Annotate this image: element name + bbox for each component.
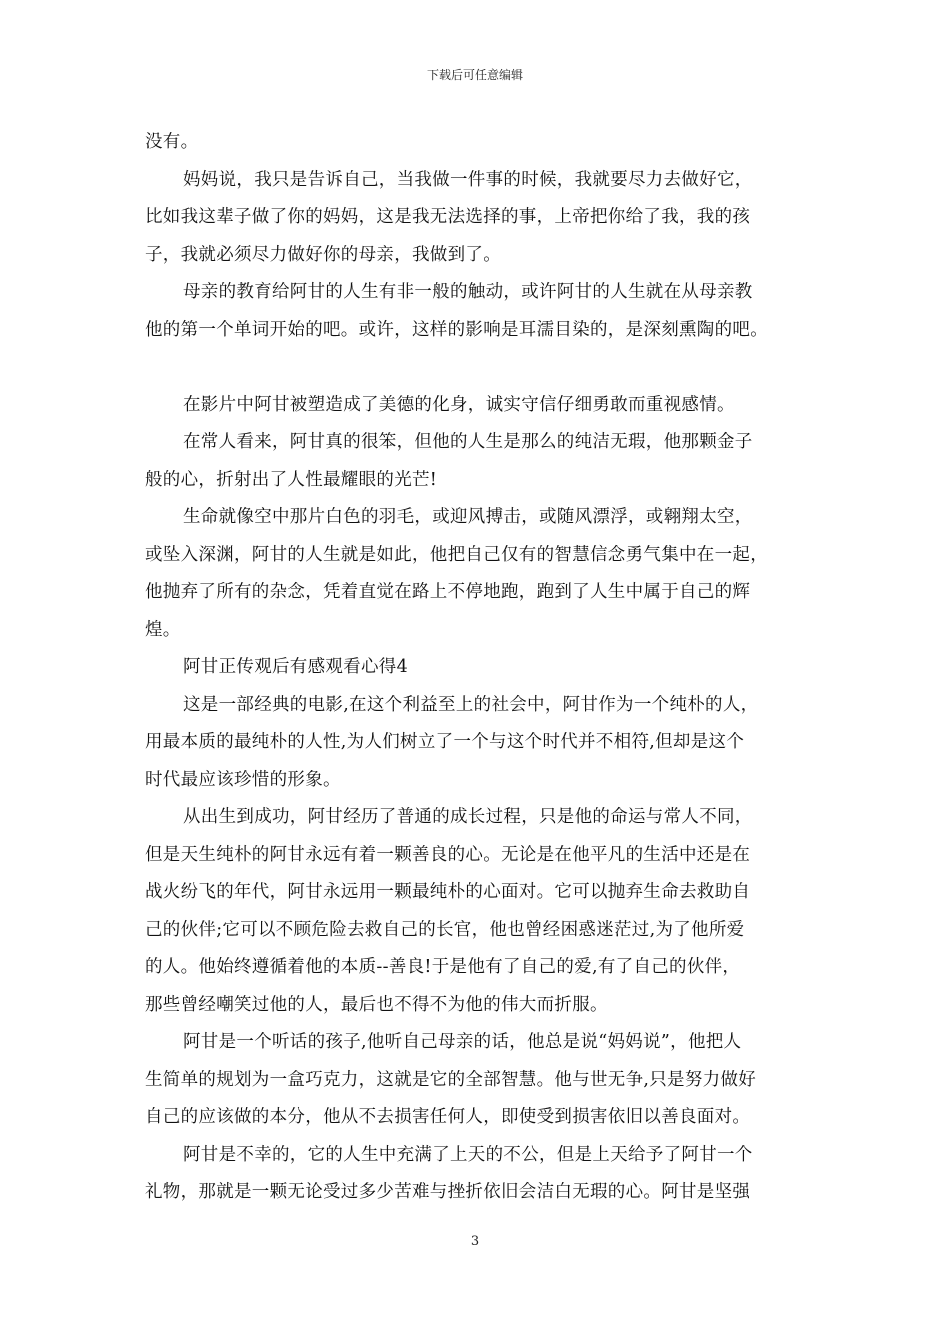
text-line: 在常人看来，阿甘真的很笨，但他的人生是那么的纯洁无瑕，他那颗金子 [183,432,753,452]
text-line: 他抛弃了所有的杂念，凭着直觉在路上不停地跑，跑到了人生中属于自己的辉 [145,582,751,602]
text-line: 己的伙伴;它可以不顾危险去救自己的长官，他也曾经困惑迷茫过,为了他所爱 [145,919,745,940]
text-line: 阿甘正传观后有感观看心得4 [183,657,409,677]
text-line: 礼物，那就是一颗无论受过多少苦难与挫折依旧会洁白无瑕的心。阿甘是坚强 [145,1182,751,1202]
text-line: 比如我这辈子做了你的妈妈，这是我无法选择的事，上帝把你给了我，我的孩 [145,207,751,227]
document-body [145,124,825,1212]
text-line: 阿甘是不幸的，它的人生中充满了上天的不公，但是上天给予了阿甘一个 [183,1144,753,1165]
text-line: 母亲的教育给阿甘的人生有非一般的触动，或许阿甘的人生就在从母亲教 [183,282,753,302]
text-line: 时代最应该珍惜的形象。 [145,769,341,790]
text-line: 子，我就必须尽力做好你的母亲，我做到了。 [145,244,501,265]
text-line: 煌。 [145,619,181,640]
text-line: 生简单的规划为一盒巧克力，这就是它的全部智慧。他与世无争,只是努力做好 [145,1069,757,1090]
text-line: 妈妈说，我只是告诉自己，当我做一件事的时候，我就要尽力去做好它， [183,169,753,190]
page-number: 3 [470,1234,480,1249]
text-line: 没有。 [145,132,199,152]
text-line: 般的心，折射出了人性最耀眼的光芒! [145,469,438,490]
text-line: 自己的应该做的本分，他从不去损害任何人，即使受到损害依旧以善良面对。 [145,1107,751,1127]
text-line: 这是一部经典的电影,在这个利益至上的社会中，阿甘作为一个纯朴的人， [183,694,759,715]
text-line: 他的第一个单词开始的吧。或许，这样的影响是耳濡目染的，是深刻熏陶的吧。 [145,319,768,340]
text-line: 战火纷飞的年代，阿甘永远用一颗最纯朴的心面对。它可以抛弃生命去救助自 [145,882,751,902]
text-line: 在影片中阿甘被塑造成了美德的化身，诚实守信仔细勇敢而重视感情。 [183,394,735,415]
text-line: 生命就像空中那片白色的羽毛，或迎风搏击，或随风漂浮，或翱翔太空， [183,507,753,527]
text-line: 或坠入深渊，阿甘的人生就是如此，他把自己仅有的智慧信念勇气集中在一起， [145,544,768,565]
text-line: 用最本质的最纯朴的人性,为人们树立了一个与这个时代并不相符,但却是这个 [145,732,745,752]
blank-line [145,349,825,387]
page-header: 下载后可任意编辑 [426,68,523,82]
text-line: 的人。他始终遵循着他的本质--善良!于是他有了自己的爱,有了自己的伙伴， [145,957,741,977]
text-line: 那些曾经嘲笑过他的人，最后也不得不为他的伟大而折服。 [145,994,608,1015]
text-line: 阿甘是一个听话的孩子,他听自己母亲的话，他总是说“妈妈说”，他把人 [183,1032,742,1052]
text-line: 从出生到成功，阿甘经历了普通的成长过程，只是他的命运与常人不同， [183,807,753,827]
text-line: 但是天生纯朴的阿甘永远有着一颗善良的心。无论是在他平凡的生活中还是在 [145,844,751,865]
